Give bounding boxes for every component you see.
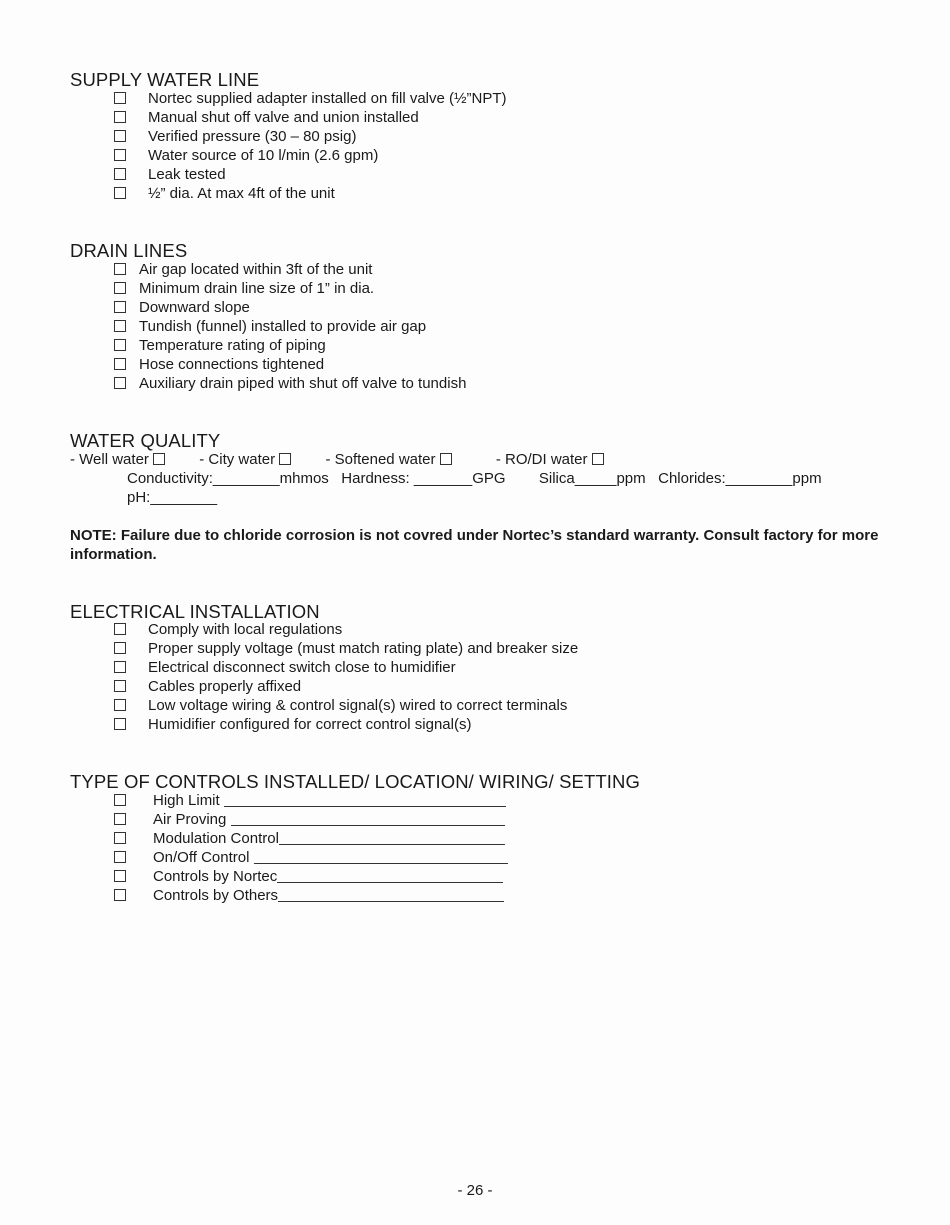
checklist-item: Comply with local regulations xyxy=(148,621,343,638)
control-item-onoff xyxy=(153,849,508,866)
supply-heading: SUPPLY WATER LINE xyxy=(70,69,260,90)
checkbox[interactable] xyxy=(114,130,126,142)
checklist-item: Leak tested xyxy=(148,166,226,183)
checkbox[interactable] xyxy=(114,149,126,161)
fill-in-line[interactable] xyxy=(254,849,508,864)
control-label: Air Proving xyxy=(153,811,227,828)
checkbox[interactable] xyxy=(114,718,126,730)
checklist-item: Manual shut off valve and union installed xyxy=(148,109,419,126)
checklist-item: Auxiliary drain piped with shut off valve to tundish xyxy=(139,375,467,392)
checkbox[interactable] xyxy=(114,832,126,844)
checkbox[interactable] xyxy=(114,699,126,711)
checkbox[interactable] xyxy=(114,282,126,294)
checkbox[interactable] xyxy=(114,111,126,123)
control-item-high-limit xyxy=(153,792,506,809)
option-well-label: - Well water xyxy=(70,451,149,468)
checklist-item: Humidifier configured for correct control signal(s) xyxy=(148,716,472,733)
control-item-air-proving xyxy=(153,811,505,828)
ph-line: pH:________ xyxy=(127,489,218,506)
fill-in-line[interactable] xyxy=(277,868,503,883)
checkbox[interactable] xyxy=(592,453,604,465)
fill-in-line[interactable] xyxy=(224,792,506,807)
control-label: Modulation Control xyxy=(153,830,279,847)
checklist-item: Low voltage wiring & control signal(s) wired to correct terminals xyxy=(148,697,568,714)
checkbox[interactable] xyxy=(114,320,126,332)
checkbox[interactable] xyxy=(114,870,126,882)
checkbox[interactable] xyxy=(114,851,126,863)
control-item-by-others xyxy=(153,887,504,904)
water-measurements-line: Conductivity:________mhmos Hardness: _______GPG Silica_____ppm Chlorides:________ppm xyxy=(127,470,822,487)
checkbox[interactable] xyxy=(440,453,452,465)
checklist-item: Verified pressure (30 – 80 psig) xyxy=(148,128,357,145)
checklist-item: Proper supply voltage (must match rating plate) and breaker size xyxy=(148,640,579,657)
checkbox[interactable] xyxy=(114,623,126,635)
electrical-heading: ELECTRICAL INSTALLATION xyxy=(70,601,320,622)
checklist-item: ½” dia. At max 4ft of the unit xyxy=(148,185,335,202)
checkbox[interactable] xyxy=(114,263,126,275)
checklist-item: Cables properly affixed xyxy=(148,678,302,695)
checkbox[interactable] xyxy=(114,794,126,806)
control-label: Controls by Nortec xyxy=(153,868,278,885)
option-city-label: - City water xyxy=(199,451,276,468)
control-label: High Limit xyxy=(153,792,220,809)
checkbox[interactable] xyxy=(114,92,126,104)
checklist-item: Air gap located within 3ft of the unit xyxy=(139,261,373,278)
checkbox[interactable] xyxy=(114,187,126,199)
checklist-item: Minimum drain line size of 1” in dia. xyxy=(139,280,375,297)
checkbox[interactable] xyxy=(114,301,126,313)
checklist-item: Water source of 10 l/min (2.6 gpm) xyxy=(148,147,379,164)
checkbox[interactable] xyxy=(114,642,126,654)
page-number: - 26 - xyxy=(457,1182,493,1199)
checkbox[interactable] xyxy=(114,168,126,180)
water-source-options xyxy=(70,451,604,468)
checkbox[interactable] xyxy=(279,453,291,465)
checklist-item: Temperature rating of piping xyxy=(139,337,326,354)
checklist-item: Tundish (funnel) installed to provide air gap xyxy=(139,318,427,335)
warranty-note: NOTE: Failure due to chloride corrosion is not covred under Nortec’s standard warranty. Consult factory for more information. xyxy=(70,527,879,563)
water-quality-heading: WATER QUALITY xyxy=(70,430,221,451)
checklist-item: Downward slope xyxy=(139,299,250,316)
checklist-item: Hose connections tightened xyxy=(139,356,325,373)
checkbox[interactable] xyxy=(114,358,126,370)
fill-in-line[interactable] xyxy=(279,830,505,845)
checkbox[interactable] xyxy=(114,377,126,389)
checklist-item: Nortec supplied adapter installed on fill valve (½”NPT) xyxy=(148,90,507,107)
option-softened-label: - Softened water xyxy=(325,451,436,468)
fill-in-line[interactable] xyxy=(231,811,505,826)
checkbox[interactable] xyxy=(114,661,126,673)
checkbox[interactable] xyxy=(114,813,126,825)
checkbox[interactable] xyxy=(114,889,126,901)
checkbox[interactable] xyxy=(153,453,165,465)
control-label: Controls by Others xyxy=(153,887,279,904)
control-item-modulation xyxy=(153,830,505,847)
control-label: On/Off Control xyxy=(153,849,250,866)
drain-heading: DRAIN LINES xyxy=(70,240,188,261)
checklist-item: Electrical disconnect switch close to humidifier xyxy=(148,659,456,676)
fill-in-line[interactable] xyxy=(278,887,504,902)
control-item-by-nortec xyxy=(153,868,503,885)
controls-heading: TYPE OF CONTROLS INSTALLED/ LOCATION/ WIRING/ SETTING xyxy=(70,771,640,792)
checkbox[interactable] xyxy=(114,339,126,351)
option-rodi-label: - RO/DI water xyxy=(495,451,588,468)
checkbox[interactable] xyxy=(114,680,126,692)
